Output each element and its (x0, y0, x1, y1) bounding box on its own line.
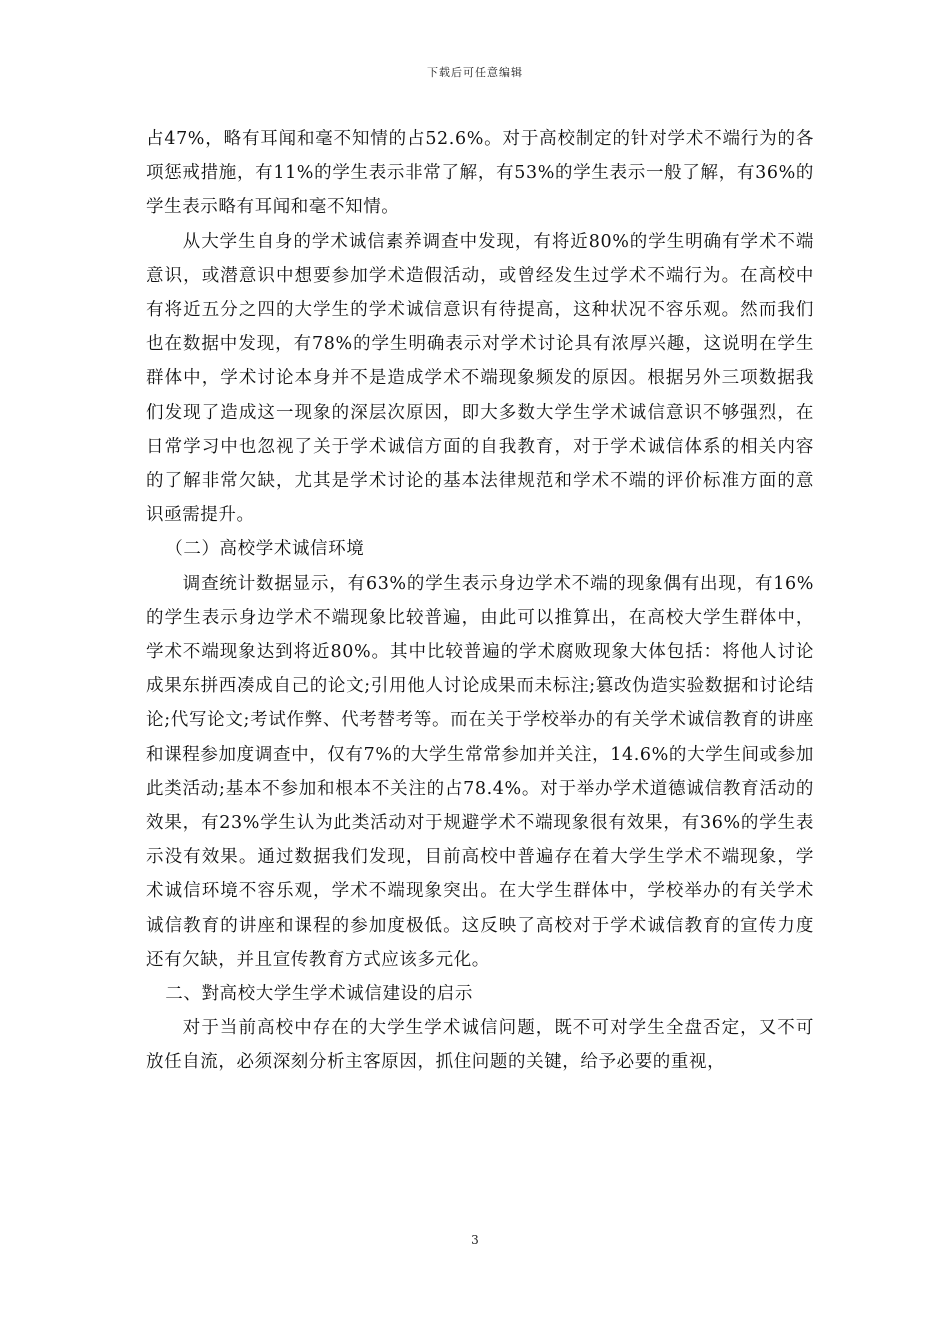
paragraph-implications: 对于当前高校中存在的大学生学术诚信问题，既不可对学生全盘否定，又不可放任自流，必须深刻分析主客原因，抓住问题的关键，给予必要的重视， (146, 1018, 814, 1073)
paragraph-environment-survey: 调查统计数据显示，有63%的学生表示身边学术不端的现象偶有出现，有16%的学生表示身边学术不端现象比较普遍，由此可以推算出，在高校大学生群体中，学术不端现象达到将近80%。其中比较普遍的学术腐败现象大体包括：将他人讨论成果东拼西凑成自己的论文;引用他人讨论成果而未标注;篡改伪造实验数据和讨论结论;代写论文;考试作弊、代考替考等。而在关于学校举办的有关学术诚信教育的讲座和课程参加度调查中，仅有7%的大学生常常参加并关注，14.6%的大学生间或参加此类活动;基本不参加和根本不关注的占78.4%。对于举办学术道德诚信教育活动的效果，有23%学生认为此类活动对于规避学术不端现象很有效果，有36%的学生表示没有效果。通过数据我们发现，目前高校中普遍存在着大学生学术不端现象，学术诚信环境不容乐观，学术不端现象突出。在大学生群体中，学校举办的有关学术诚信教育的讲座和课程的参加度极低。这反映了高校对于学术诚信教育的宣传力度还有欠缺，并且宣传教育方式应该多元化。 (146, 573, 814, 970)
section-heading-implications: 二、對高校大学生学术诚信建设的启示 (165, 984, 473, 1005)
paragraph-student-integrity: 从大学生自身的学术诚信素养调查中发现，有将近80%的学生明确有学术不端意识，或潜意识中想要参加学术造假活动，或曾经发生过学术不端行为。在高校中有将近五分之四的大学生的学术诚信意识有待提高，这种状况不容乐观。然而我们也在数据中发现，有78%的学生明确表示对学术讨论具有浓厚兴趣，这说明在学生群体中，学术讨论本身并不是造成学术不端现象频发的原因。根据另外三项数据我们发现了造成这一现象的深层次原因，即大多数大学生学术诚信意识不够强烈，在日常学习中也忽视了关于学术诚信方面的自我教育，对于学术诚信体系的相关内容的了解非常欠缺，尤其是学术讨论的基本法律规范和学术不端的评价标准方面的意识亟需提升。 (146, 231, 814, 526)
page-number: 3 (471, 1233, 479, 1247)
section-heading-environment: （二）高校学术诚信环境 (165, 539, 365, 560)
page-header: 下载后可任意编辑 (427, 66, 523, 79)
document-body (146, 122, 814, 1080)
paragraph-continuation: 占47%，略有耳闻和毫不知情的占52.6%。对于高校制定的针对学术不端行为的各项惩戒措施，有11%的学生表示非常了解，有53%的学生表示一般了解，有36%的学生表示略有耳闻和毫不知情。 (146, 129, 814, 218)
